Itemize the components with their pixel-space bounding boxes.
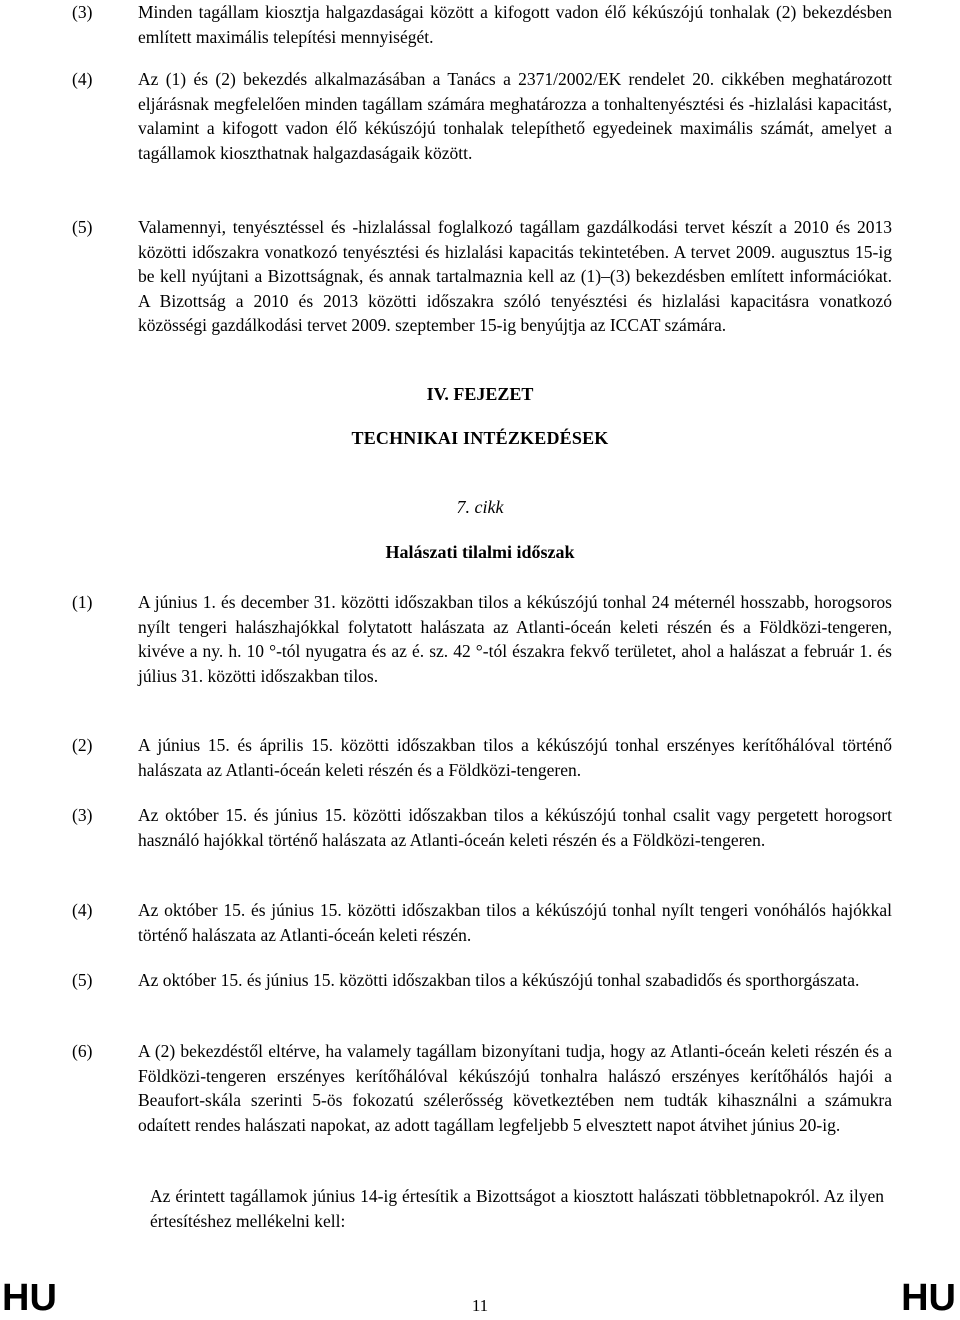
page-number: 11: [471, 1296, 489, 1315]
article-number: 7. cikk: [456, 497, 504, 517]
paragraph-number: (5): [72, 217, 93, 237]
paragraph-number: (6): [72, 1041, 93, 1061]
paragraph-number: (3): [72, 805, 93, 825]
paragraph-text: Az október 15. és június 15. közötti időszakban tilos a kékúszójú tonhal szabadidős és sporthorgászata.: [138, 970, 860, 990]
paragraph-number: (4): [72, 900, 93, 920]
paragraph-text: A június 15. és április 15. közötti időszakban tilos a kékúszójú tonhal erszényes kerítőhálóval történő halászata az Atlanti-óceán keleti részén és a Földközi-tengeren.: [138, 735, 892, 780]
article-paragraph-5: [72, 968, 892, 993]
paragraph-text: Az (1) és (2) bekezdés alkalmazásában a Tanács a 2371/2002/EK rendelet 20. cikkében meghatározott eljárásnak megfelelően minden tagállam számára meghatározza a tonhaltenyésztési és -hizlalási kapacitást, valamint a kifogott vadon élő kékúszójú tonhalak telepíthető egyedeinek maximális számát, amelyet a tagállamok kioszthatnak halgazdaságaik között.: [138, 69, 892, 163]
paragraph-number: (1): [72, 592, 93, 612]
chapter-heading: IV. FEJEZET: [426, 384, 534, 404]
chapter-title: TECHNIKAI INTÉZKEDÉSEK: [351, 428, 609, 448]
paragraph-text: Az október 15. és június 15. közötti időszakban tilos a kékúszójú tonhal csalit vagy pergetett horogsort használó hajókkal történő halászata az Atlanti-óceán keleti részén és a Földközi-tengeren.: [138, 805, 892, 850]
paragraph-3: [72, 0, 892, 49]
paragraph-number: (3): [72, 2, 93, 22]
paragraph-text: A (2) bekezdéstől eltérve, ha valamely tagállam bizonyítani tudja, hogy az Atlanti-óceán keleti részén és a Földközi-tengeren erszényes kerítőhálóval kékúszójú tonhalra halászó erszényes kerítőhálós hajói a Beaufort-skála szerinti 5-ös fokozatú szélerősség következtében nem tudták kihasználni a számukra odaített rendes halászati napokat, az adott tagállam legfeljebb 5 elvesztett napot átvihet június 20-ig.: [138, 1041, 892, 1135]
article-paragraph-3: [72, 803, 892, 852]
article-paragraph-1: [72, 590, 892, 688]
article-paragraph-2: [72, 733, 892, 782]
paragraph-text: Az október 15. és június 15. közötti időszakban tilos a kékúszójú tonhal nyílt tengeri vonóhálós hajókkal történő halászata az Atlanti-óceán keleti részén.: [138, 900, 892, 945]
article-paragraph-4: [72, 898, 892, 947]
article-title: Halászati tilalmi időszak: [385, 542, 575, 562]
paragraph-number: (4): [72, 69, 93, 89]
paragraph-number: (2): [72, 735, 93, 755]
paragraph-text: A június 1. és december 31. közötti időszakban tilos a kékúszójú tonhal 24 méternél hosszabb, horogsoros nyílt tengeri halászhajókkal folytatott halászata az Atlanti-óceán keleti részén és a Földközi-tengeren, kivéve a ny. h. 10 °-tól nyugatra és az é. sz. 42 °-tól északra fekvő területet, ahol a halászat a február 1. és július 31. közötti időszakban tilos.: [138, 592, 892, 686]
footer-language-left: HU: [2, 1277, 57, 1319]
paragraph-4: [72, 67, 892, 165]
continuation-text: Az érintett tagállamok június 14-ig értesítik a Bizottságot a kiosztott halászati többletnapokról. Az ilyen értesítéshez mellékelni kell:: [150, 1186, 884, 1231]
paragraph-text: Valamennyi, tenyésztéssel és -hizlalással foglalkozó tagállam gazdálkodási tervet készít a 2010 és 2013 közötti időszakra vonatkozó tenyésztési és hizlalási kapacitás tekintetében. A tervet 2009. augusztus 15-ig be kell nyújtani a Bizottságnak, és annak tartalmaznia kell az (1)–(3) bekezdésben említett információkat. A Bizottság a 2010 és 2013 közötti időszakra szóló tenyésztési és hizlalási kapacitásra vonatkozó közösségi gazdálkodási tervet 2009. szeptember 15-ig benyújtja az ICCAT számára.: [138, 217, 892, 335]
paragraph-number: (5): [72, 970, 93, 990]
article-paragraph-6: [72, 1039, 892, 1137]
paragraph-text: Minden tagállam kiosztja halgazdaságai között a kifogott vadon élő kékúszójú tonhalak (2) bekezdésben említett maximális telepítési mennyiségét.: [138, 2, 892, 47]
footer-language-right: HU: [901, 1277, 956, 1319]
paragraph-5: [72, 215, 892, 338]
